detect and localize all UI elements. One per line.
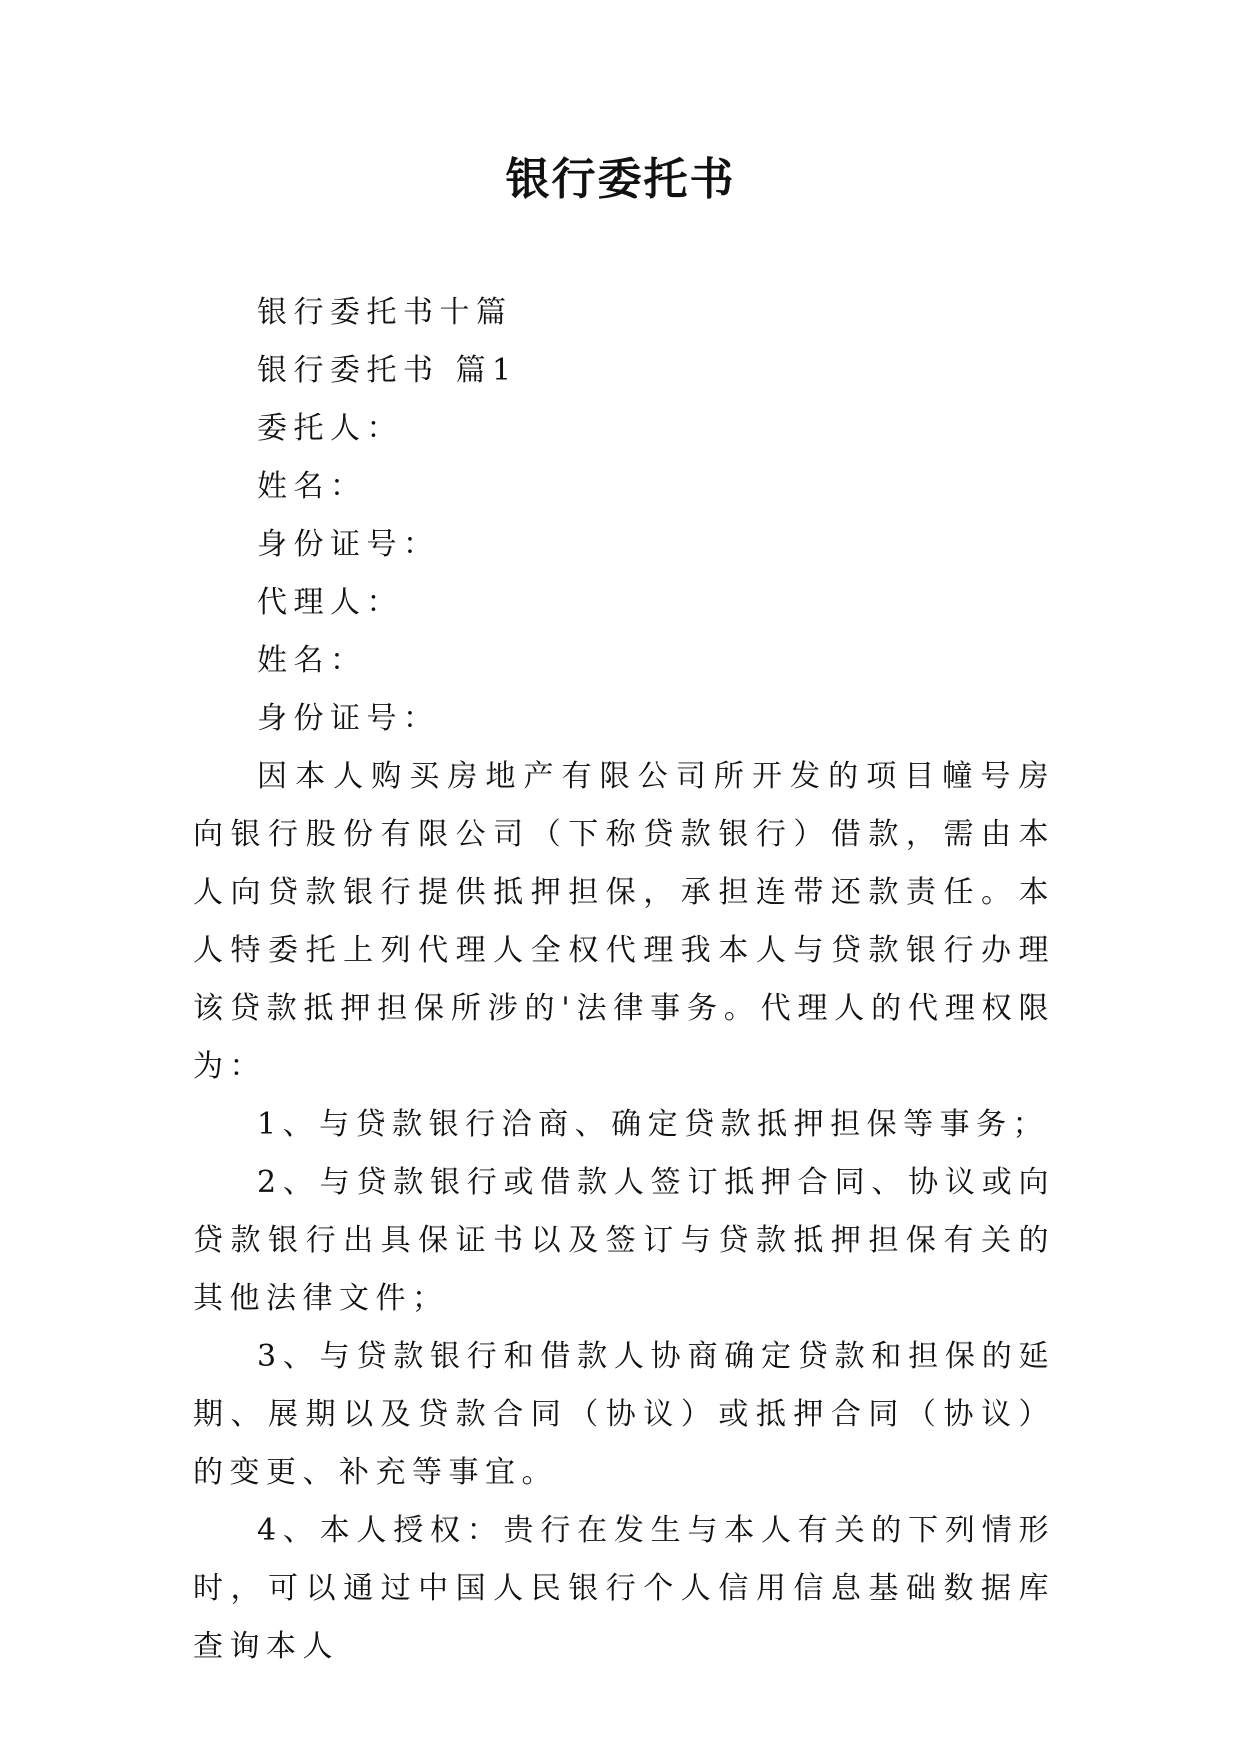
paragraph-principal-name: 姓名： <box>257 469 367 504</box>
paragraph-section-heading: 银行委托书 篇1 <box>257 353 518 388</box>
paragraph-item-2: 2、与贷款银行或借款人签订抵押合同、协议或向贷款银行出具保证书以及签订与贷款抵押担保有关的其他法律文件； <box>193 1165 1055 1316</box>
paragraph-item-3: 3、与贷款银行和借款人协商确定贷款和担保的延期、展期以及贷款合同（协议）或抵押合同（协议）的变更、补充等事宜。 <box>193 1339 1055 1490</box>
paragraph-principal-id: 身份证号： <box>257 527 440 562</box>
paragraph-body-intro: 因本人购买房地产有限公司所开发的项目幢号房向银行股份有限公司（下称贷款银行）借款，需由本人向贷款银行提供抵押担保，承担连带还款责任。本人特委托上列代理人全权代理我本人与贷款银行办理该贷款抵押担保所涉的'法律事务。代理人的代理权限为： <box>193 759 1055 1084</box>
document-body <box>193 284 1055 1676</box>
paragraph-series-heading: 银行委托书十篇 <box>257 295 513 330</box>
paragraph-agent-name: 姓名： <box>257 643 367 678</box>
paragraph-principal-label: 委托人： <box>257 411 403 446</box>
document-title: 银行委托书 <box>505 154 736 205</box>
paragraph-agent-label: 代理人： <box>257 585 403 620</box>
paragraph-item-4: 4、本人授权：贵行在发生与本人有关的下列情形时，可以通过中国人民银行个人信用信息基础数据库查询本人 <box>193 1513 1055 1664</box>
paragraph-agent-id: 身份证号： <box>257 701 440 736</box>
paragraph-item-1: 1、与贷款银行洽商、确定贷款抵押担保等事务； <box>257 1107 1050 1142</box>
